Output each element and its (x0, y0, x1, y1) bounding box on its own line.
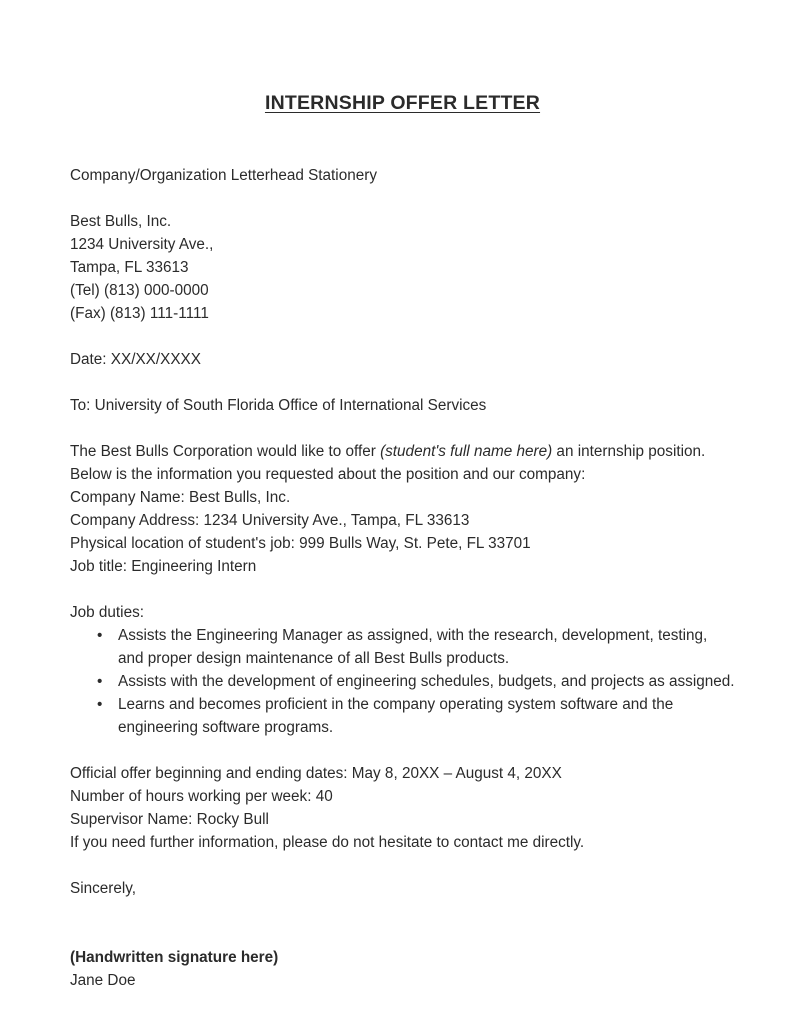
bullet-icon: • (97, 673, 103, 690)
intro-text-before: The Best Bulls Corporation would like to offer (70, 443, 381, 460)
spacer (70, 187, 735, 210)
page-title (70, 88, 735, 118)
letter-content (70, 88, 735, 992)
spacer (70, 141, 735, 164)
intro-paragraph (70, 440, 718, 463)
closing-salutation: Sincerely, (70, 880, 137, 897)
offer-dates-line: Official offer beginning and ending dates: May 8, 20XX – August 4, 20XX (70, 765, 562, 782)
position-info-block (70, 486, 735, 578)
signature-placeholder: (Handwritten signature here) (70, 949, 279, 966)
spacer (70, 739, 735, 762)
bullet-icon: • (97, 696, 103, 713)
date-line: Date: XX/XX/XXXX (70, 351, 201, 368)
page-title-text: INTERNSHIP OFFER LETTER (264, 92, 541, 114)
list-item (70, 624, 735, 670)
list-item (70, 693, 735, 739)
supervisor-name-line: Supervisor Name: Rocky Bull (70, 811, 269, 828)
info-intro-line: Below is the information you requested about the position and our company: (70, 466, 586, 483)
duties-heading: Job duties: (70, 604, 144, 621)
intro-text-after: an internship position. (552, 443, 706, 460)
offer-terms-block (70, 762, 735, 854)
sender-address-block (70, 210, 735, 325)
recipient-line: To: University of South Florida Office of International Services (70, 397, 487, 414)
sender-company: Best Bulls, Inc. (70, 213, 172, 230)
list-item-text: Assists with the development of engineering schedules, budgets, and projects as assigned. (118, 673, 735, 690)
spacer (70, 854, 735, 877)
sender-city-state-zip: Tampa, FL 33613 (70, 259, 189, 276)
spacer (70, 417, 735, 440)
list-item (70, 670, 735, 693)
sender-telephone: (Tel) (813) 000-0000 (70, 282, 209, 299)
spacer (70, 578, 735, 601)
bullet-icon: • (97, 627, 103, 644)
list-item-text: Learns and becomes proficient in the company operating system software and the engineering software programs. (118, 696, 674, 736)
hours-per-week-line: Number of hours working per week: 40 (70, 788, 333, 805)
student-name-placeholder: (student's full name here) (380, 443, 553, 460)
contact-info-line: If you need further information, please do not hesitate to contact me directly. (70, 834, 585, 851)
info-company-address: Company Address: 1234 University Ave., Tampa, FL 33613 (70, 512, 470, 529)
info-job-title: Job title: Engineering Intern (70, 558, 257, 575)
spacer (70, 325, 735, 348)
spacer (70, 923, 735, 946)
info-physical-location: Physical location of student's job: 999 Bulls Way, St. Pete, FL 33701 (70, 535, 531, 552)
list-item-text: Assists the Engineering Manager as assigned, with the research, development, testing, and proper design maintenance of all Best Bulls products. (118, 627, 708, 667)
sender-fax: (Fax) (813) 111-1111 (70, 305, 209, 322)
spacer (70, 118, 735, 141)
info-company-name: Company Name: Best Bulls, Inc. (70, 489, 291, 506)
job-duties-list (70, 624, 735, 739)
signer-name: Jane Doe (70, 972, 136, 989)
spacer (70, 371, 735, 394)
spacer (70, 900, 735, 923)
letterhead-note: Company/Organization Letterhead Stationery (70, 167, 377, 184)
sender-street: 1234 University Ave., (70, 236, 214, 253)
